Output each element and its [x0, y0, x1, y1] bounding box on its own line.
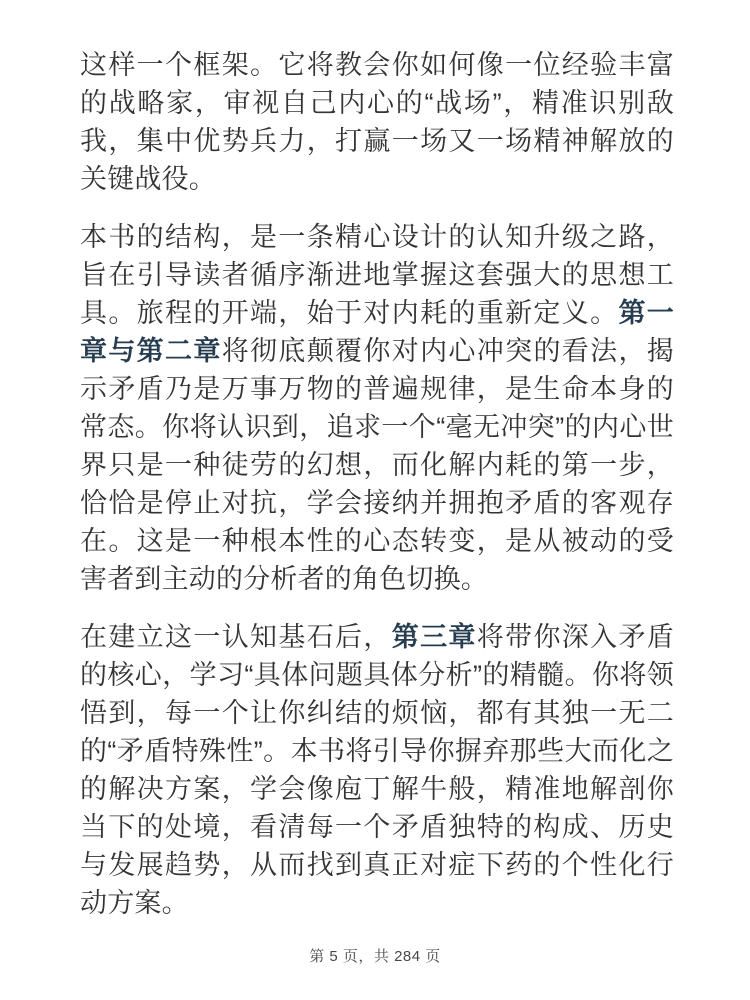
- paragraph-2: [80, 218, 674, 598]
- chapter-reference-3: 第三章: [391, 622, 477, 652]
- page-content: [80, 46, 674, 942]
- text-run: 本书的结构，是一条精心设计的认知升级之路，旨在引导读者循序渐进地掌握这套强大的思想工具。旅程的开端，始于对内耗的重新定义。: [80, 222, 674, 328]
- page-number-indicator: 第 5 页，共 284 页: [309, 948, 441, 965]
- paragraph-3: [80, 618, 674, 922]
- page-footer: [0, 946, 750, 968]
- text-run: 将带你深入矛盾的核心，学习“具体问题具体分析”的精髓。你将领悟到，每一个让你纠结的烦恼，都有其独一无二的“矛盾特殊性”。本书将引导你摒弃那些大而化之的解决方案，学会像庖丁解牛般，精准地解剖你当下的处境，看清每一个矛盾独特的构成、历史与发展趋势，从而找到真正对症下药的个性化行动方案。: [80, 622, 674, 918]
- text-run: 将彻底颠覆你对内心冲突的看法，揭示矛盾乃是万事万物的普遍规律，是生命本身的常态。你将认识到，追求一个“毫无冲突”的内心世界只是一种徒劳的幻想，而化解内耗的第一步，恰恰是停止对抗，学会接纳并拥抱矛盾的客观存在。这是一种根本性的心态转变，是从被动的受害者到主动的分析者的角色切换。: [80, 336, 675, 594]
- text-run: 在建立这一认知基石后，: [80, 622, 392, 652]
- paragraph-1: [80, 46, 674, 198]
- text-run: 这样一个框架。它将教会你如何像一位经验丰富的战略家，审视自己内心的“战场”，精准识别敌我，集中优势兵力，打赢一场又一场精神解放的关键战役。: [80, 50, 674, 194]
- chapter-reference-1-2: 第一章与第二章: [80, 298, 674, 366]
